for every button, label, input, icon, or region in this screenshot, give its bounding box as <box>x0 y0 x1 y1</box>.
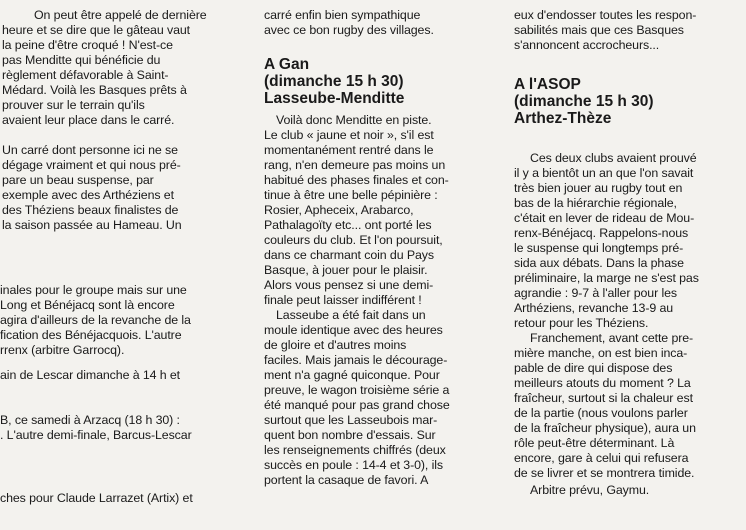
text-line: des Théziens beaux finalistes de <box>2 203 179 217</box>
section-heading: A Gan <box>264 56 310 73</box>
text-line: pable de dire qui dispose des <box>514 361 673 375</box>
text-line: il y a bientôt un an que l'on savait <box>514 166 694 180</box>
text-line: agrandie : 9-7 à l'aller pour les <box>514 286 677 300</box>
text-line: preuve, le wagon troisième série a <box>264 383 450 397</box>
text-line: heure et se dire que le gâteau vaut <box>2 23 191 37</box>
text-line: ment n'a gagné quiconque. Pour <box>264 368 440 382</box>
text-line: eux d'endosser toutes les respon- <box>514 8 697 22</box>
section-heading: Arthez-Thèze <box>514 110 612 127</box>
text-line: Franchement, avant cette pre- <box>530 331 694 345</box>
text-line: rang, n'en demeure pas moins un <box>264 158 446 172</box>
text-line: très bien jouer au rugby tout en <box>514 181 683 195</box>
text-line: renx-Bénéjacq. Rappelons-nous <box>514 226 689 240</box>
text-line: succès en poule : 14-4 et 3-0), ils <box>264 458 444 472</box>
text-line: . L'autre demi-finale, Barcus-Lescar <box>0 428 192 442</box>
text-line: de la fraîcheur physique), aura un <box>514 421 696 435</box>
text-line: le suspense qui longtemps pré- <box>514 241 684 255</box>
text-line: avec ce bon rugby des villages. <box>264 23 434 37</box>
text-line: meilleurs atouts du moment ? La <box>514 376 691 390</box>
text-line: Voilà donc Menditte en piste. <box>276 113 432 127</box>
text-line: Arthéziens, revanche 13-9 au <box>514 301 674 315</box>
text-line: été manqué pour pas grand chose <box>264 398 450 412</box>
text-line: carré enfin bien sympathique <box>264 8 421 22</box>
text-line: On peut être appelé de dernière <box>34 8 207 22</box>
text-line: couleurs du club. Et l'on poursuit, <box>264 233 443 247</box>
text-line: de se livrer et se montrera timide. <box>514 466 695 480</box>
text-line: Lasseube a été fait dans un <box>276 308 426 322</box>
text-line: encore, gare à celui qui refusera <box>514 451 689 465</box>
section-heading: (dimanche 15 h 30) <box>264 73 404 90</box>
text-line: Basque, à jouer pour le plaisir. <box>264 263 428 277</box>
text-line: moule identique avec des heures <box>264 323 443 337</box>
text-line: Rosier, Apheceix, Arabarco, <box>264 203 414 217</box>
text-line: B, ce samedi à Arzacq (18 h 30) : <box>0 413 180 427</box>
text-line: de la partie (nous voulons parler <box>514 406 688 420</box>
text-line: inales pour le groupe mais sur une <box>0 283 187 297</box>
text-line: prouver sur le terrain qu'ils <box>2 98 145 112</box>
text-line: surtout que les Lasseubois mar- <box>264 413 438 427</box>
text-line: dans ce charmant coin du Pays <box>264 248 434 262</box>
text-line: préliminaire, la marge ne s'est pas <box>514 271 699 285</box>
text-line: pare un beau suspense, par <box>2 173 154 187</box>
section-heading: A l'ASOP <box>514 76 581 93</box>
text-line: rôle peut-être déterminant. Là <box>514 436 675 450</box>
text-line: agira d'ailleurs de la revanche de la <box>0 313 191 327</box>
text-line: ain de Lescar dimanche à 14 h et <box>0 368 181 382</box>
text-line: quent bon nombre d'essais. Sur <box>264 428 436 442</box>
text-line: la peine d'être croqué ! N'est-ce <box>2 38 173 52</box>
text-line: c'était en lever de rideau de Mou- <box>514 211 695 225</box>
text-line: tinue à être une belle pépinière : <box>264 188 438 202</box>
text-line: finale peut laisser indifférent ! <box>264 293 422 307</box>
text-line: Ces deux clubs avaient prouvé <box>530 151 697 165</box>
text-line: s'annoncent accrocheurs... <box>514 38 660 52</box>
text-line: Arbitre prévu, Gaymu. <box>530 483 650 497</box>
text-line: retour pour les Théziens. <box>514 316 649 330</box>
text-line: les renseignements chiffrés (deux <box>264 443 446 457</box>
text-line: Un carré dont personne ici ne se <box>2 143 178 157</box>
text-line: faciles. Mais jamais le décourage- <box>264 353 448 367</box>
text-line: bas de la hiérarchie régionale, <box>514 196 677 210</box>
text-line: règlement défavorable à Saint- <box>2 68 169 82</box>
text-line: mière manche, on est bien inca- <box>514 346 688 360</box>
text-line: momentanément rentré dans le <box>264 143 434 157</box>
text-line: habitué des phases finales et con- <box>264 173 449 187</box>
text-line: avaient leur place dans le carré. <box>2 113 175 127</box>
text-line: fraîcheur, surtout si la chaleur est <box>514 391 693 405</box>
text-line: Alors vous pensez si une demi- <box>264 278 434 292</box>
text-line: sida aux débats. Dans la phase <box>514 256 684 270</box>
text-line: portent la casaque de favori. A <box>264 473 429 487</box>
text-line: dégage vraiment et qui nous pré- <box>2 158 181 172</box>
text-line: exemple avec des Arthéziens et <box>2 188 174 202</box>
text-line: pas Menditte qui bénéficie du <box>2 53 161 67</box>
text-line: de gloire et d'autres moins <box>264 338 407 352</box>
text-line: la saison passée au Hameau. Un <box>2 218 182 232</box>
text-line: Le club « jaune et noir », s'il est <box>264 128 434 142</box>
section-heading: (dimanche 15 h 30) <box>514 93 654 110</box>
text-line: rrenx (arbitre Garrocq). <box>0 343 125 357</box>
text-line: Pathalagoïty etc... ont porté les <box>264 218 432 232</box>
section-heading: Lasseube-Menditte <box>264 90 405 107</box>
text-line: ches pour Claude Larrazet (Artix) et <box>0 491 193 505</box>
text-line: sabilités mais que ces Basques <box>514 23 684 37</box>
text-line: Long et Bénéjacq sont là encore <box>0 298 175 312</box>
text-line: fication des Bénéjacquois. L'autre <box>0 328 182 342</box>
text-line: Médard. Voilà les Basques prêts à <box>2 83 187 97</box>
